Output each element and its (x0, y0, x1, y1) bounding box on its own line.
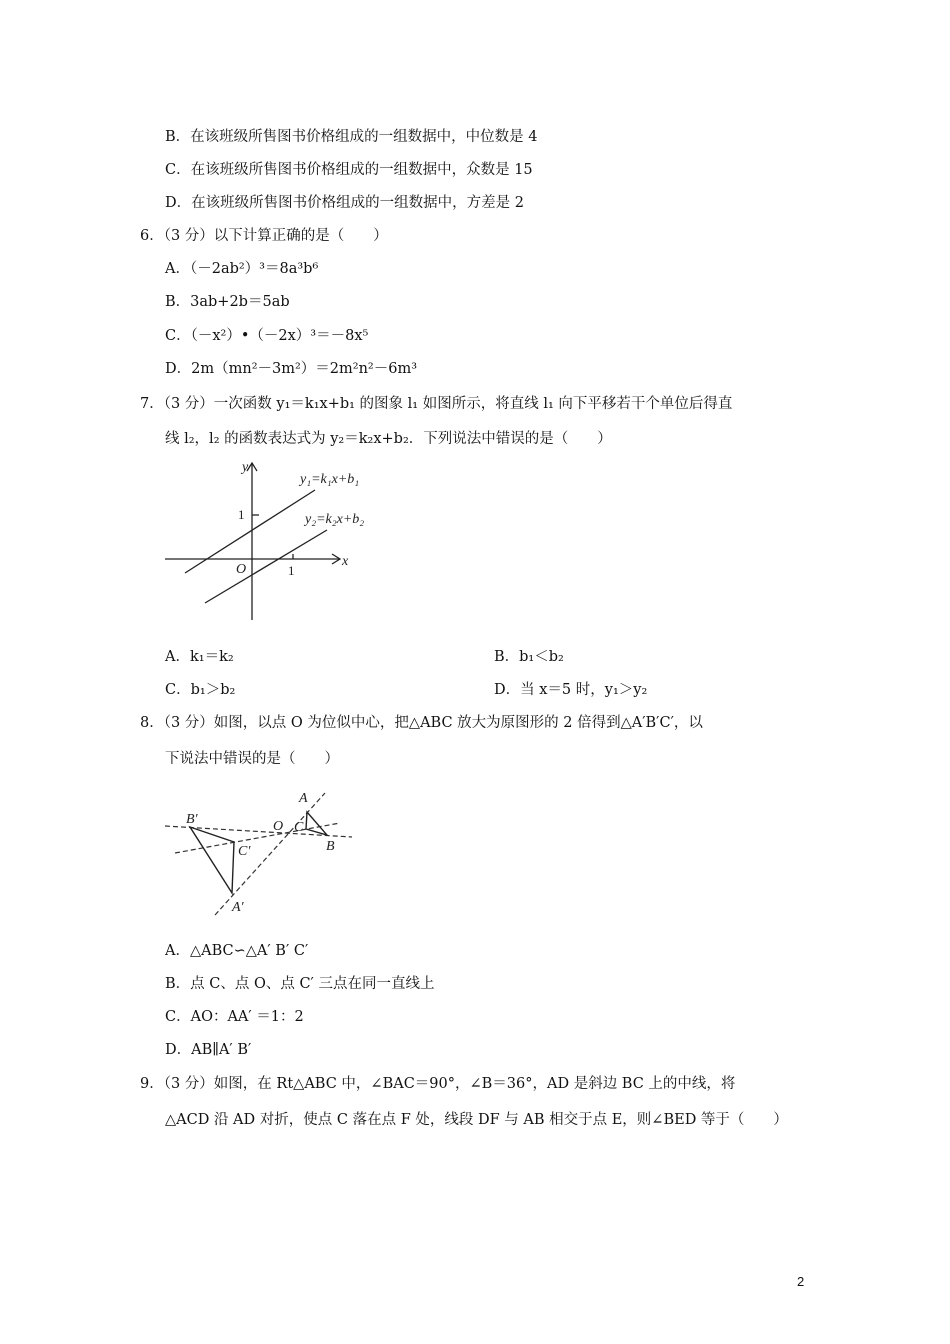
page-number: 2 (797, 1274, 805, 1289)
q7-option-d: D．当 x＝5 时，y₁＞y₂ (494, 682, 648, 698)
q8-figure-homothety (160, 775, 360, 920)
q6-option-b: B．3ab+2b＝5ab (165, 294, 290, 310)
q9-stem-line1: 9．（3 分）如图，在 Rt△ABC 中，∠BAC＝90°，∠B＝36°，AD 是斜边 BC 上的中线，将 (140, 1076, 736, 1092)
y-axis-label: y (242, 460, 249, 475)
q8-stem-line2: 下说法中错误的是（ ） (165, 751, 339, 767)
q8-option-c: C．AO：AA′ ＝1：2 (165, 1009, 304, 1025)
label-a: A (299, 791, 308, 806)
q5-option-c: C．在该班级所售图书价格组成的一组数据中，众数是 15 (165, 162, 533, 178)
label-o: O (273, 819, 284, 834)
label-c-prime: C′ (238, 844, 251, 859)
y-tick-label: 1 (238, 507, 245, 522)
q6-option-c: C．（－x²）•（－2x）³＝－8x⁵ (165, 328, 369, 344)
x-axis-label: x (342, 554, 349, 569)
q7-stem-line2: 线 l₂，l₂ 的函数表达式为 y₂＝k₂x+b₂．下列说法中错误的是（ ） (165, 431, 612, 447)
q7-stem-line1: 7．（3 分）一次函数 y₁＝k₁x+b₁ 的图象 l₁ 如图所示，将直线 l₁ 向下平移若干个单位后得直 (140, 396, 733, 412)
q6-stem: 6．（3 分）以下计算正确的是（ ） (140, 228, 388, 244)
q8-stem-line1: 8．（3 分）如图，以点 O 为位似中心，把△ABC 放大为原图形的 2 倍得到△A′B′C′，以 (140, 715, 703, 731)
label-a-prime: A′ (232, 900, 244, 915)
line2-label: y₂=k₂x+b₂ (305, 512, 365, 527)
q7-option-a: A．k₁＝k₂ (165, 649, 234, 665)
line1-label: y₁=k₁x+b₁ (300, 472, 360, 487)
q7-figure-linear-graph (160, 455, 395, 630)
q8-option-a: A．△ABC∽△A′ B′ C′ (165, 943, 309, 959)
label-b: B (326, 839, 335, 854)
label-b-prime: B′ (186, 812, 198, 827)
origin-label: O (236, 562, 247, 577)
q7-option-c: C．b₁＞b₂ (165, 682, 236, 698)
q6-option-a: A．（－2ab²）³＝8a³b⁶ (165, 261, 319, 277)
q9-stem-line2: △ACD 沿 AD 对折，使点 C 落在点 F 处，线段 DF 与 AB 相交于点 E，则∠BED 等于（ ） (165, 1112, 788, 1128)
q8-option-d: D．AB∥A′ B′ (165, 1042, 252, 1058)
label-c: C (294, 820, 304, 835)
q5-option-b: B．在该班级所售图书价格组成的一组数据中，中位数是 4 (165, 129, 538, 145)
q7-option-b: B．b₁＜b₂ (494, 649, 564, 665)
q5-option-d: D．在该班级所售图书价格组成的一组数据中，方差是 2 (165, 195, 524, 211)
q8-option-b: B．点 C、点 O、点 C′ 三点在同一直线上 (165, 976, 435, 992)
q6-option-d: D．2m（mn²－3m²）＝2m²n²－6m³ (165, 361, 418, 377)
x-tick-label: 1 (288, 563, 295, 578)
